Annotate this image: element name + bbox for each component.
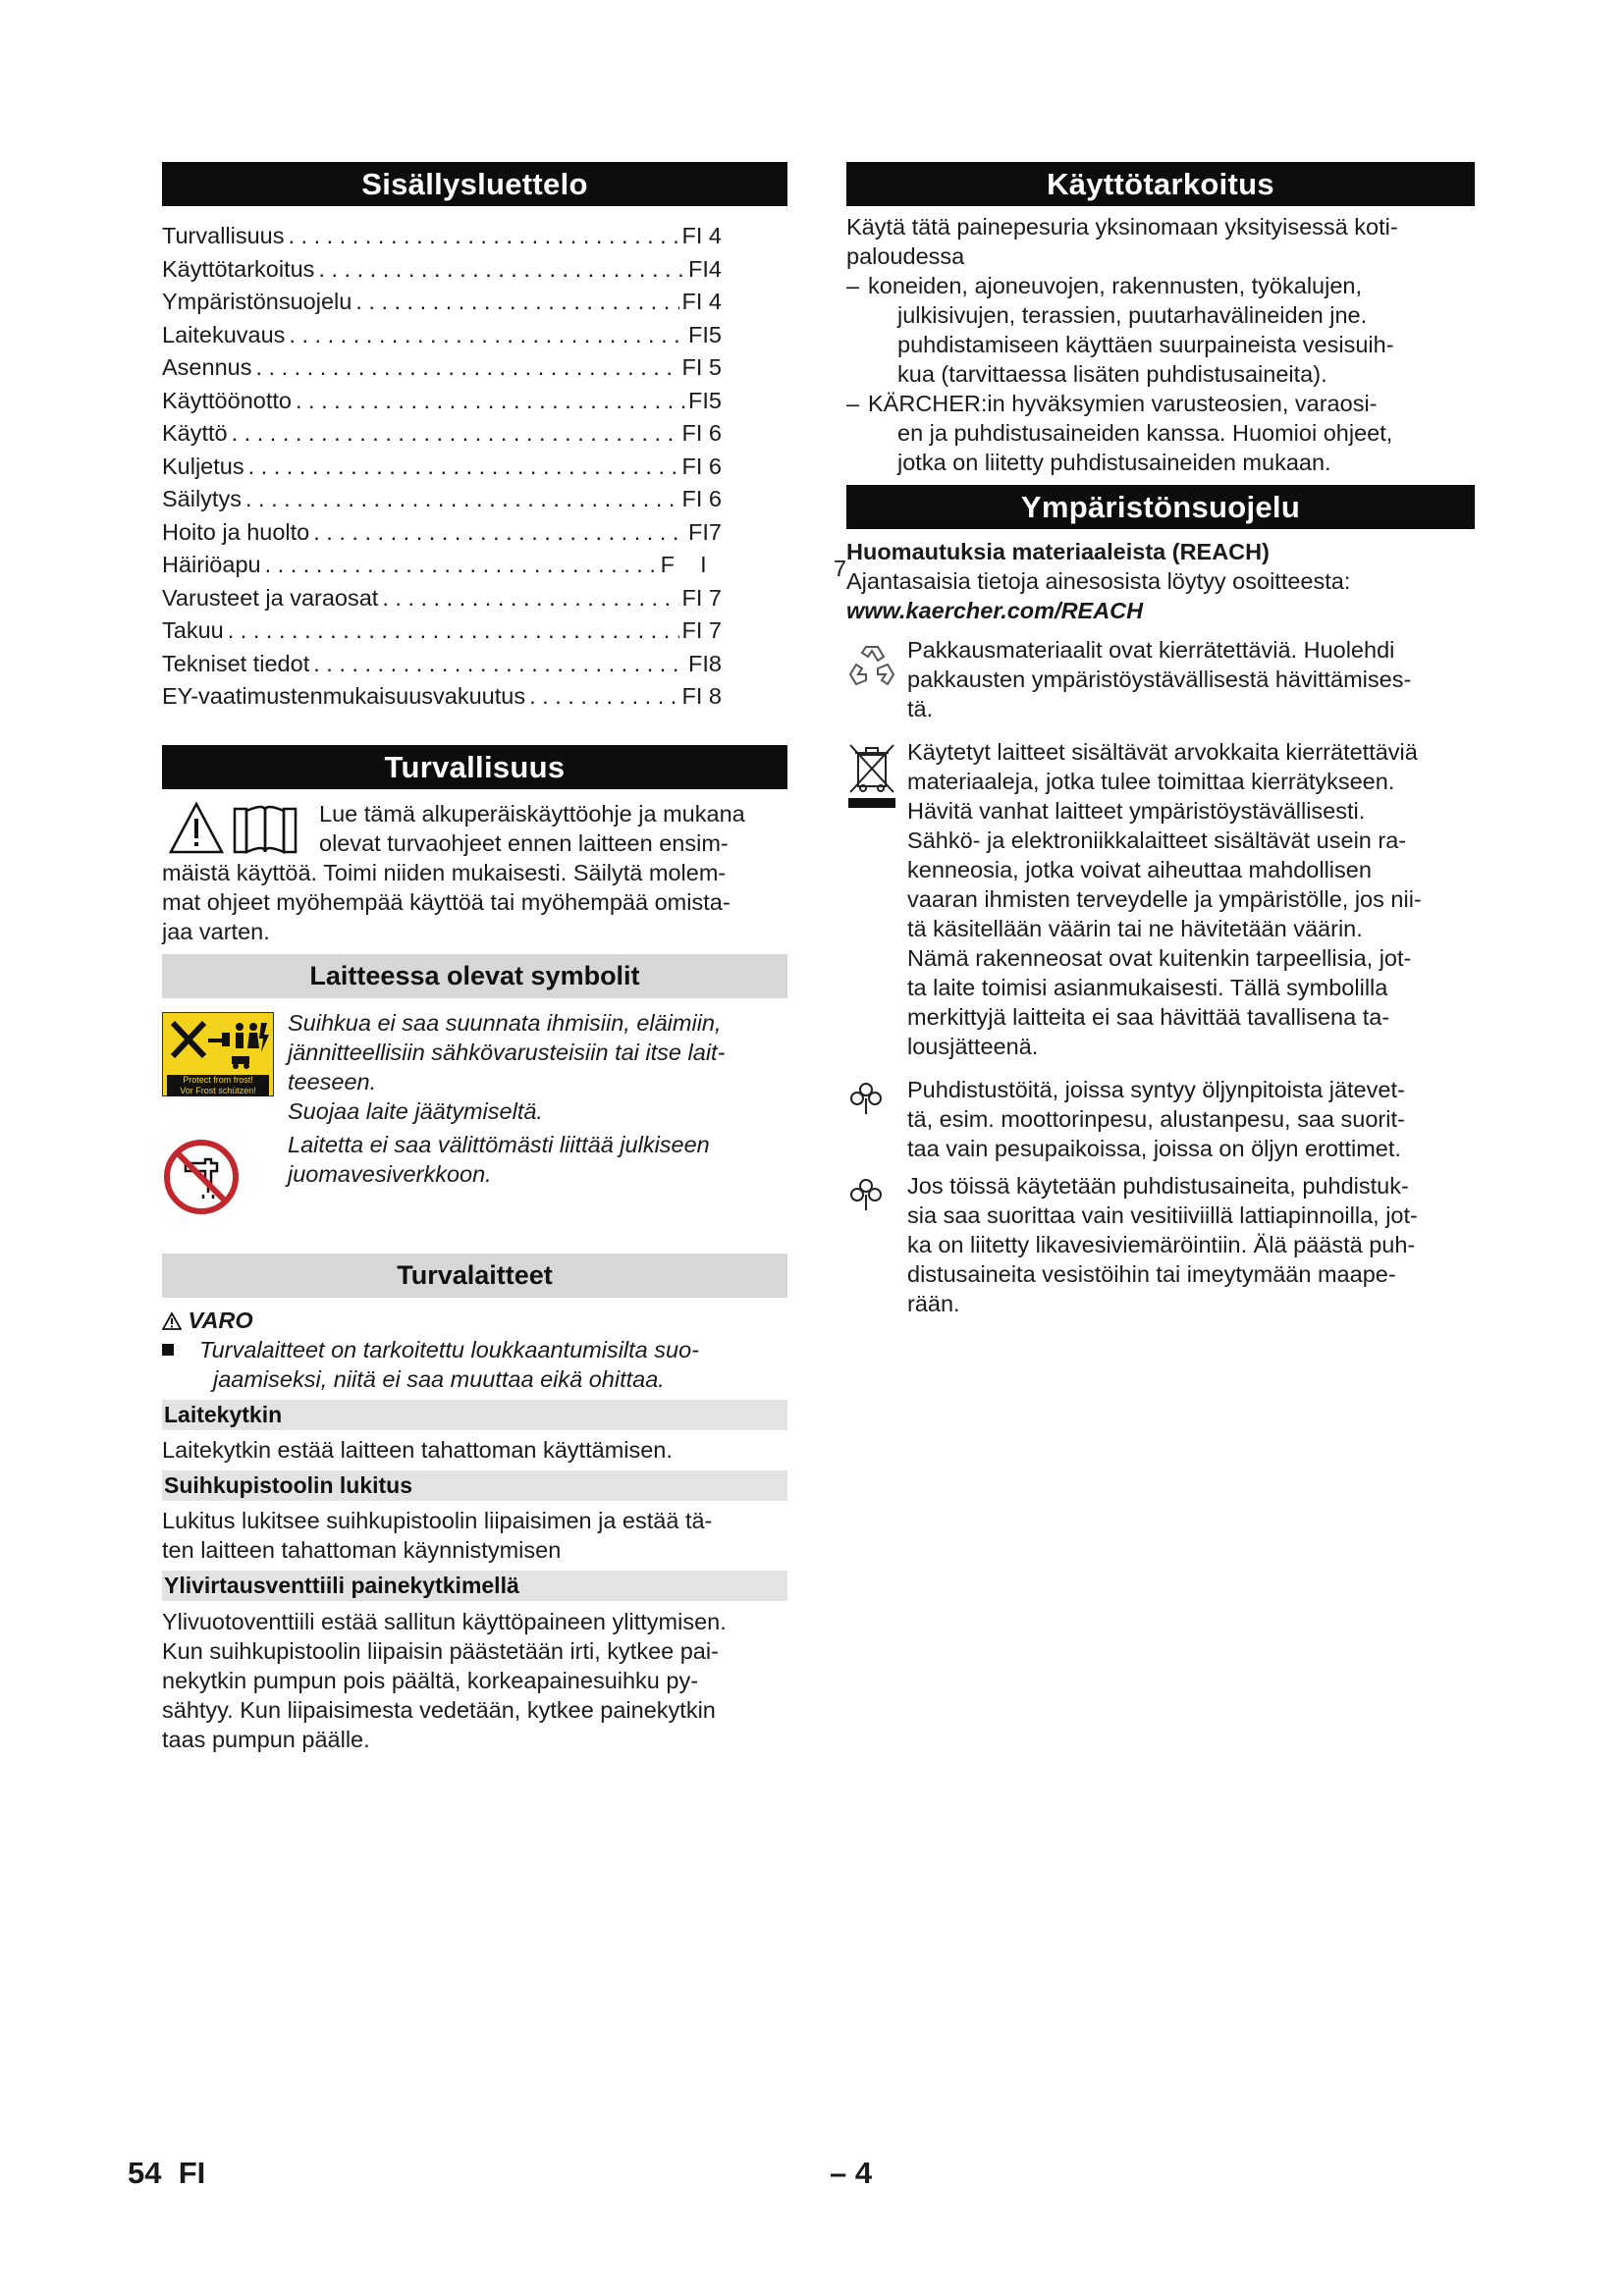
environment-text-line: lousjätteenä. <box>907 1034 1039 1059</box>
safety-intro-line: olevat turvaohjeet ennen laitteen ensim- <box>319 829 729 856</box>
toc-entry-page: FI7 <box>688 518 722 545</box>
safety-intro <box>162 799 787 946</box>
symbol-text-line: Suojaa laite jäätymiseltä. <box>288 1097 543 1124</box>
toc-entry-page: FI 7 <box>681 617 722 643</box>
purpose-line: kua (tarvittaessa lisäten puhdistusaineita). <box>897 361 1327 387</box>
purpose-line: en ja puhdistusaineiden kanssa. Huomioi ohjeet, <box>897 420 1393 446</box>
symbol-jet-warning <box>162 1008 787 1124</box>
toc-leader-dots <box>285 220 679 253</box>
toc-entry[interactable] <box>162 351 722 385</box>
purpose-list <box>846 271 1475 477</box>
warning-small-icon <box>162 1312 182 1330</box>
environment-text-line: Pakkausmateriaalit ovat kierrätettäviä. Huolehdi <box>907 637 1395 663</box>
safety-intro-line: mat ohjeet myöhempää käyttöä tai myöhempää omista- <box>162 888 731 915</box>
recycling-icon <box>846 635 907 723</box>
environment-text-line: ka on liitetty likavesiviemäröintiin. Älä päästä puh- <box>907 1232 1416 1257</box>
symbol-text-line: Suihkua ei saa suunnata ihmisiin, eläimiin, <box>288 1009 722 1036</box>
environment-text-line: ta laite toimisi asianmukaisesti. Tällä symbolilla <box>907 975 1388 1000</box>
left-column <box>162 162 847 1754</box>
purpose-list-item <box>846 389 1475 477</box>
environment-text-line: Sähkö- ja elektroniikkalaitteet sisältävät usein ra- <box>907 828 1407 853</box>
environment-item <box>846 635 1475 723</box>
warning-text-line: Turvalaitteet on tarkoitettu loukkaantumisilta suo- <box>199 1336 699 1362</box>
crossed-bin-icon <box>846 737 907 1061</box>
environment-list <box>846 635 1475 1318</box>
no-drinking-water-connection-icon <box>162 1138 241 1216</box>
toc-entry-page: FI4 <box>688 255 722 282</box>
environment-text-line: tä käsitellään väärin tai ne hävitetään väärin. <box>907 916 1363 941</box>
environment-text-line: tä, esim. moottorinpesu, alustanpesu, saa suorit- <box>907 1106 1405 1132</box>
warning-label: VARO <box>188 1307 253 1333</box>
cloverleaf-icon <box>846 1171 907 1318</box>
frost-label-text: Protect from frost! <box>183 1074 253 1085</box>
purpose-line: puhdistamiseen käyttäen suurpaineista vesisuih- <box>897 332 1394 357</box>
purpose-line: jotka on liitetty puhdistusaineiden mukaan. <box>897 450 1331 475</box>
manual-book-icon <box>233 801 298 856</box>
purpose-line: KÄRCHER:in hyväksymien varusteosien, varaosi- <box>868 391 1378 416</box>
toc-entry-title: Häiriöapu <box>162 552 261 577</box>
toc-leader-dots <box>228 417 679 451</box>
toc-leader-dots <box>242 483 679 516</box>
toc-entry-page: FI8 <box>688 650 722 676</box>
toc-entry[interactable] <box>162 680 722 714</box>
toc-leader-dots <box>309 648 685 681</box>
symbol-text-line: Laitetta ei saa välittömästi liittää julkiseen <box>288 1131 710 1157</box>
valve-text-line: Kun suihkupistoolin liipaisin päästetään irti, kytkee pai- <box>162 1637 719 1664</box>
safety-heading: Turvallisuus <box>162 745 787 789</box>
valve-text-line: sähtyy. Kun liipaisimesta vedetään, kytkee painekytkin <box>162 1696 716 1723</box>
toc-entry[interactable] <box>162 549 847 582</box>
environment-text-line: Jos töissä käytetään puhdistusaineita, puhdistuk- <box>907 1173 1409 1199</box>
environment-text-line: distusaineita vesistöihin tai imeytymään maape- <box>907 1261 1396 1287</box>
switch-text: Laitekytkin estää laitteen tahattoman käyttämisen. <box>162 1436 673 1463</box>
purpose-intro-line: Käytä tätä painepesuria yksinomaan yksityisessä koti- <box>846 214 1398 240</box>
toc-entry-page: FI5 <box>688 321 722 347</box>
table-of-contents <box>162 220 847 714</box>
environment-heading: Ympäristönsuojelu <box>846 485 1475 529</box>
safety-devices-heading: Turvalaitteet <box>162 1254 787 1298</box>
safety-intro-line: jaa varten. <box>162 918 270 944</box>
toc-entry-page: FI 6 <box>681 453 722 479</box>
toc-leader-dots <box>314 253 685 287</box>
toc-entry-title: Takuu <box>162 617 224 643</box>
environment-text-line: Nämä rakenneosat ovat kuitenkin tarpeellisia, jot- <box>907 945 1412 971</box>
environment-item <box>846 1075 1475 1163</box>
toc-leader-dots <box>309 516 685 550</box>
symbol-text-line: teeseen. <box>288 1068 377 1095</box>
toc-entry[interactable] <box>162 451 722 484</box>
purpose-heading: Käyttötarkoitus <box>846 162 1475 206</box>
environment-text-line: pakkausten ympäristöystävällisestä hävittämises- <box>907 667 1412 692</box>
toc-entry-page: F I <box>660 552 707 577</box>
switch-heading: Laitekytkin <box>162 1400 787 1430</box>
environment-text-line: materiaaleja, jotka tulee toimittaa kierrätykseen. <box>907 769 1395 794</box>
toc-entry-title: Käyttötarkoitus <box>162 255 315 282</box>
symbol-text-line: juomavesiverkkoon. <box>288 1160 492 1187</box>
toc-entry-title: Tekniset tiedot <box>162 650 310 676</box>
reach-heading: Huomautuksia materiaaleista (REACH) <box>846 539 1270 564</box>
environment-text-line: taa vain pesupaikoissa, joissa on öljyn erottimet. <box>907 1136 1401 1161</box>
toc-entry-title: Käyttöönotto <box>162 387 292 413</box>
toc-entry[interactable] <box>162 483 722 516</box>
toc-entry-title: Turvallisuus <box>162 223 285 248</box>
toc-entry-page: FI 8 <box>681 683 722 709</box>
valve-heading: Ylivirtausventtiili painekytkimellä <box>162 1571 787 1601</box>
toc-entry-page: FI 4 <box>681 223 722 248</box>
reach-link[interactable]: www.kaercher.com/REACH <box>846 598 1144 623</box>
toc-leader-dots <box>292 385 685 418</box>
toc-entry-page: FI 6 <box>681 420 722 446</box>
toc-entry-page: FI 4 <box>681 289 722 314</box>
toc-entry-title: EY-vaatimustenmukaisuusvakuutus <box>162 683 526 709</box>
page-language: FI <box>178 2156 206 2190</box>
environment-text-line: Hävitä vanhat laitteet ympäristöystävällisesti. <box>907 798 1366 824</box>
page-number-value: 54 <box>128 2156 162 2190</box>
toc-leader-dots <box>352 286 678 319</box>
purpose-intro-line: paloudessa <box>846 243 965 269</box>
toc-entry[interactable] <box>162 516 722 550</box>
square-bullet-icon <box>162 1344 174 1356</box>
toc-stray-digit: 7 <box>834 556 847 581</box>
symbols-heading: Laitteessa olevat symbolit <box>162 954 787 998</box>
toc-entry-title: Varusteet ja varaosat <box>162 584 379 611</box>
lock-text-line: ten laitteen tahattoman käynnistymisen <box>162 1536 562 1563</box>
warning-block <box>162 1306 787 1394</box>
valve-text-line: taas pumpun päälle. <box>162 1726 370 1752</box>
toc-entry-title: Säilytys <box>162 486 242 511</box>
environment-text-line: Käytetyt laitteet sisältävät arvokkaita kierrätettäviä <box>907 739 1418 765</box>
toc-leader-dots <box>285 319 685 352</box>
toc-entry[interactable] <box>162 286 722 319</box>
environment-item <box>846 1171 1475 1318</box>
toc-entry-page: FI5 <box>688 387 722 413</box>
toc-heading: Sisällysluettelo <box>162 162 787 206</box>
toc-leader-dots <box>525 680 678 714</box>
toc-entry[interactable] <box>162 319 722 352</box>
dash-bullet: – <box>846 391 860 416</box>
purpose-line: koneiden, ajoneuvojen, rakennusten, työkalujen, <box>868 273 1363 298</box>
purpose-line: julkisivujen, terassien, puutarhavälineiden jne. <box>897 302 1368 328</box>
dash-bullet: – <box>846 273 860 298</box>
toc-entry[interactable] <box>162 253 722 287</box>
environment-text-line: vaaran ihmisten terveydelle ja ympäristölle, jos nii- <box>907 886 1422 912</box>
toc-entry[interactable] <box>162 614 722 648</box>
toc-entry-title: Laitekuvaus <box>162 321 286 347</box>
toc-entry[interactable] <box>162 417 722 451</box>
environment-text-line: merkittyjä laitteita ei saa hävittää tavallisena ta- <box>907 1004 1390 1030</box>
toc-entry-title: Kuljetus <box>162 453 244 479</box>
environment-text-line: kenneosia, jotka voivat aiheuttaa mahdollisen <box>907 857 1372 882</box>
toc-entry-page: FI 5 <box>681 354 722 380</box>
toc-entry-title: Käyttö <box>162 420 228 446</box>
toc-entry[interactable] <box>162 648 722 681</box>
environment-text-line: rään. <box>907 1291 960 1316</box>
toc-entry-page: FI 6 <box>681 486 722 511</box>
frost-label-text-de: Vor Frost schützen! <box>180 1085 256 1095</box>
environment-text-line: sia saa suorittaa vain vesitiiviillä lattiapinnoilla, jot- <box>907 1202 1418 1228</box>
toc-entry-title: Asennus <box>162 354 252 380</box>
toc-entry[interactable] <box>162 582 722 615</box>
safety-intro-line: mäistä käyttöä. Toimi niiden mukaisesti. Säilytä molem- <box>162 859 727 885</box>
toc-leader-dots <box>378 582 678 615</box>
environment-item <box>846 737 1475 1061</box>
jet-warning-label-icon <box>162 1012 274 1096</box>
toc-entry-title: Hoito ja huolto <box>162 518 310 545</box>
right-column <box>846 162 1475 1318</box>
lock-heading: Suihkupistoolin lukitus <box>162 1470 787 1501</box>
symbol-drinking-water <box>162 1130 787 1224</box>
reach-text: Ajantasaisia tietoja ainesosista löytyy osoitteesta: <box>846 568 1351 594</box>
toc-leader-dots <box>261 549 658 582</box>
page-footer-center: – 4 <box>830 2156 873 2190</box>
valve-text-line: nekytkin pumpun pois päältä, korkeapainesuihku py- <box>162 1667 699 1693</box>
environment-text-line: Puhdistustöitä, joissa syntyy öljynpitoista jätevet- <box>907 1077 1405 1102</box>
purpose-list-item <box>846 271 1475 389</box>
toc-entry[interactable] <box>162 385 722 418</box>
warning-text-line: jaamiseksi, niitä ei saa muuttaa eikä ohittaa. <box>213 1365 665 1392</box>
toc-leader-dots <box>224 614 679 648</box>
toc-leader-dots <box>244 451 679 484</box>
safety-intro-line: Lue tämä alkuperäiskäyttöohje ja mukana <box>319 800 745 827</box>
toc-entry-title: Ympäristönsuojelu <box>162 289 352 314</box>
symbol-text-line: jännitteellisiin sähkövarusteisiin tai itse lait- <box>288 1039 726 1065</box>
page-number <box>128 2156 205 2191</box>
toc-leader-dots <box>251 351 678 385</box>
warning-triangle-icon <box>168 801 225 856</box>
toc-entry-page: FI 7 <box>681 584 722 611</box>
cloverleaf-icon <box>846 1075 907 1163</box>
lock-text-line: Lukitus lukitsee suihkupistoolin liipaisimen ja estää tä- <box>162 1507 713 1533</box>
environment-text-line: tä. <box>907 696 934 721</box>
toc-entry[interactable] <box>162 220 722 253</box>
valve-text-line: Ylivuotoventtiili estää sallitun käyttöpaineen ylittymisen. <box>162 1608 727 1634</box>
